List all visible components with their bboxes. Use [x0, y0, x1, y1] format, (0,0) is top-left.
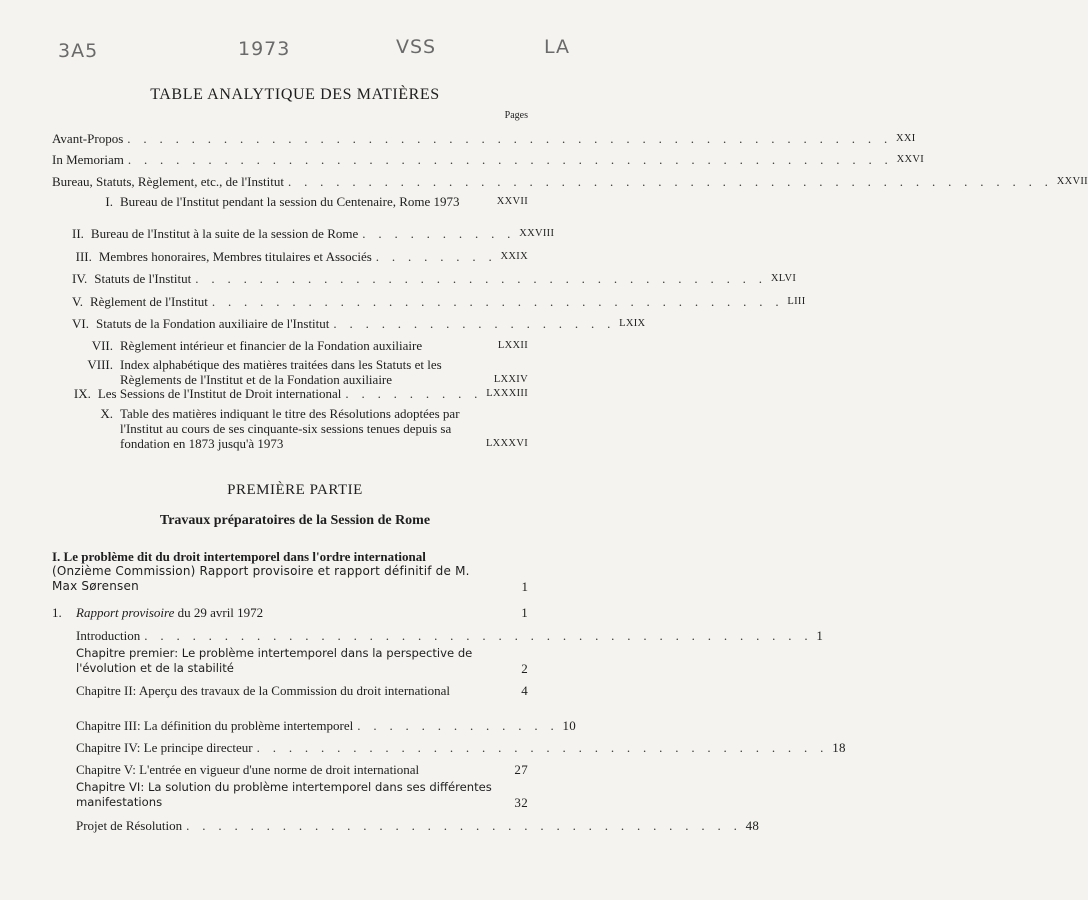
toc-entry-number: IX.	[73, 386, 91, 401]
toc-entry-number: VII.	[91, 338, 113, 353]
toc-entry	[76, 718, 577, 733]
toc-entry-label: Bureau, Statuts, Règlement, etc., de l'Institut	[52, 174, 284, 189]
toc-entry-label	[76, 605, 263, 620]
toc-entry-page: 1	[521, 579, 528, 594]
toc-entry-label: Chapitre premier: Le problème intertemporel dans la perspective de l'évolution et de la stabilité	[76, 646, 473, 675]
toc-entry-label: Chapitre V: L'entrée en vigueur d'une norme de droit international	[76, 762, 420, 777]
toc-entry	[72, 338, 528, 353]
toc-entry	[52, 605, 528, 620]
toc-entry-label: Membres honoraires, Membres titulaires et Associés	[98, 249, 372, 264]
leader-dots: . . . . . . . . . . . . . . . . . . . . . . . . . . . . . . . . . . . .	[256, 740, 829, 755]
leader-dots: . . . . . . . . .	[345, 386, 483, 401]
toc-entry	[72, 194, 528, 209]
toc-entry-page: 10	[562, 718, 577, 733]
report-date: du 29 avril 1972	[174, 605, 264, 620]
toc-entry-page: LXXXIII	[486, 388, 528, 399]
toc-entry	[72, 271, 797, 286]
chapter-heading-title: I. Le problème dit du droit intertemporel dans l'ordre international	[52, 549, 426, 564]
toc-entry	[72, 294, 806, 309]
leader-dots: . . . . . . . . . . . . . . . . . . . . . . . . . . . . . . . . . . .	[186, 818, 742, 833]
toc-entry-number: I.	[105, 194, 113, 209]
toc-entry	[72, 249, 528, 264]
toc-entry-label: Règlement de l'Institut	[89, 294, 208, 309]
toc-entry-number: X.	[100, 406, 113, 421]
toc-entry	[52, 174, 1088, 189]
toc-entry-number: V.	[72, 294, 83, 309]
toc-entry-label: Statuts de la Fondation auxiliaire de l'Institut	[95, 316, 330, 331]
toc-entry-page: XLVI	[770, 273, 797, 284]
toc-entry	[72, 316, 646, 331]
toc-entry-label: Règlement intérieur et financier de la Fondation auxiliaire	[120, 338, 423, 353]
toc-entry	[76, 646, 528, 676]
report-title: Rapport provisoire	[76, 605, 175, 620]
leader-dots: . . . . . . . . . . . . . . . . . . . . . . . . . . . . . . . . . . . . . . . . . .	[144, 628, 813, 643]
toc-entry-label: Projet de Résolution	[76, 818, 183, 833]
leader-dots: . . . . . . . .	[375, 249, 497, 264]
toc-entry-page: LIII	[787, 296, 806, 307]
leader-dots: . . . . . . . . . . . . . . . . . . . . . . . . . . . . . . . . . . . . . . . . . . . . . . . .	[287, 174, 1053, 189]
toc-entry	[72, 406, 528, 451]
toc-entry-label: Table des matières indiquant le titre des Résolutions adoptées par l'Institut au cours de ses cinquante-six sessions tenues depuis sa fondation en 1873 jusqu'à 1973	[120, 406, 460, 451]
toc-entry-page: 1	[816, 628, 824, 643]
toc-entry-page: 18	[832, 740, 846, 755]
toc-entry-page: 48	[745, 818, 760, 833]
toc-entry-label: In Memoriam	[52, 152, 124, 167]
part-subtitle: Travaux préparatoires de la Session de Rome	[159, 513, 431, 528]
page-title: TABLE ANALYTIQUE DES MATIÈRES	[150, 86, 440, 103]
toc-entry-number: VI.	[72, 316, 89, 331]
toc-entry	[76, 762, 528, 777]
part-title: PREMIÈRE PARTIE	[227, 482, 363, 498]
handwritten-mark: LA	[544, 36, 571, 58]
toc-entry-label: Bureau de l'Institut pendant la session du Centenaire, Rome 1973	[120, 194, 460, 209]
toc-entry-page: XXVI	[896, 154, 925, 165]
toc-entry-number: II.	[72, 226, 84, 241]
toc-entry-label: Index alphabétique des matières traitées dans les Statuts et les Règlements de l'Institut et de la Fondation auxiliaire	[120, 357, 442, 387]
toc-entry	[76, 683, 528, 698]
toc-entry-page: XXI	[896, 133, 916, 144]
toc-entry-label: Chapitre VI: La solution du problème intertemporel dans ses différentes manifestations	[76, 780, 492, 809]
leader-dots: . . . . . . . . . . . . . . . . . . . . . . . . . . . . . . . . . . . . . . . . . . . . . . . .	[127, 131, 893, 146]
toc-entry-page: 2	[521, 661, 528, 676]
toc-entry	[72, 386, 528, 401]
toc-entry-number: III.	[75, 249, 92, 264]
toc-entry-page: XXVIII	[519, 228, 555, 239]
toc-entry-label: Bureau de l'Institut à la suite de la session de Rome	[90, 226, 359, 241]
toc-entry	[72, 226, 555, 241]
toc-entry	[76, 818, 760, 833]
toc-entry-page: 1	[521, 605, 528, 620]
toc-entry-label: Avant-Propos	[52, 131, 124, 146]
toc-entry-number: 1.	[52, 605, 62, 620]
handwritten-mark: 1973	[238, 38, 291, 60]
toc-entry-label: Chapitre IV: Le principe directeur	[76, 740, 253, 755]
toc-entry-page: 32	[514, 795, 528, 810]
leader-dots: . . . . . . . . . . . . .	[357, 718, 559, 733]
toc-entry-page: LXIX	[619, 318, 646, 329]
toc-entry-page: LXXII	[497, 340, 528, 351]
leader-dots: . . . . . . . . . . . . . . . . . .	[333, 316, 616, 331]
toc-entry-label: Les Sessions de l'Institut de Droit international	[97, 386, 342, 401]
leader-dots: . . . . . . . . . . . . . . . . . . . . . . . . . . . . . . . . . . . . . . . . . . . . . . . .	[127, 152, 893, 167]
toc-entry-label: Chapitre II: Aperçu des travaux de la Commission du droit international	[76, 683, 451, 698]
toc-entry-page: LXXXVI	[485, 438, 528, 449]
handwritten-mark: VSS	[396, 36, 437, 58]
toc-entry-label: Introduction	[76, 628, 141, 643]
toc-entry	[76, 628, 824, 643]
toc-entry-number: VIII.	[87, 357, 113, 372]
toc-entry	[52, 152, 925, 167]
toc-entry-page: XXIX	[500, 251, 528, 262]
toc-entry-page: XXVII	[1056, 176, 1088, 187]
leader-dots: . . . . . . . . . .	[362, 226, 516, 241]
chapter-heading-description: (Onzième Commission) Rapport provisoire et rapport définitif de M. Max Sørensen	[52, 564, 470, 593]
toc-entry-page: 27	[514, 762, 528, 777]
toc-entry-page: 4	[521, 683, 528, 698]
pages-column-header: Pages	[504, 110, 528, 121]
toc-entry	[72, 357, 528, 387]
leader-dots: . . . . . . . . . . . . . . . . . . . . . . . . . . . . . . . . . . . .	[211, 294, 784, 309]
toc-entry	[76, 740, 846, 755]
toc-entry	[52, 131, 916, 146]
chapter-heading	[52, 549, 528, 594]
toc-entry	[76, 780, 528, 810]
toc-entry-page: LXXIV	[493, 374, 528, 385]
toc-entry-number: IV.	[72, 271, 88, 286]
leader-dots: . . . . . . . . . . . . . . . . . . . . . . . . . . . . . . . . . . . .	[195, 271, 767, 286]
toc-entry-page: XXVII	[496, 196, 528, 207]
toc-entry-label: Chapitre III: La définition du problème intertemporel	[76, 718, 354, 733]
toc-entry-label: Statuts de l'Institut	[94, 271, 192, 286]
handwritten-mark: 3A5	[58, 40, 99, 62]
